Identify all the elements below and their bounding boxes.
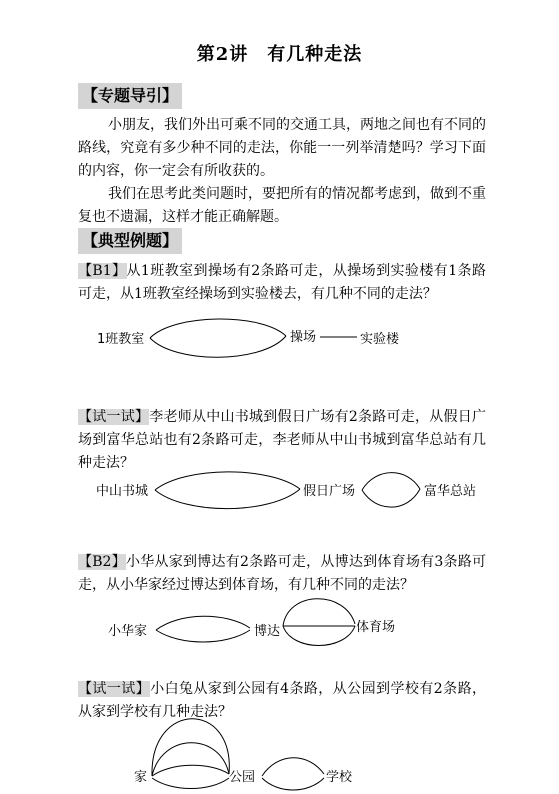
node-label: 博达: [254, 624, 281, 639]
problem-text: 从1班教室到操场有2条路可走，从操场到实验楼有1条路可走，从1班教室经操场到实验楼去，有几种不同的走法？: [78, 263, 486, 302]
section-heading-examples: 【典型例题】: [78, 228, 182, 254]
node-label: 小华家: [108, 624, 148, 639]
problem-text: 李老师从中山书城到假日广场有2条路可走，从假日广场到富华总站也有2条路可走，李老师从中山书城到富华总站有几种走法？: [78, 409, 487, 471]
route-line: [156, 616, 250, 630]
node-label: 公园: [229, 770, 256, 785]
node-label: 假日广场: [303, 484, 356, 499]
route-line: [362, 473, 420, 490]
route-diagram-try-2: [134, 719, 353, 790]
route-line: [262, 778, 324, 790]
page-title: 第2讲 有几种走法: [196, 44, 363, 65]
route-line: [156, 630, 250, 642]
route-diagram-b2: [108, 599, 395, 646]
intro-paragraph-1: 小朋友，我们外出可乘不同的交通工具，两地之间也有不同的路线，究竟有多少种不同的走法，你能一一列举清楚吗？学习下面的内容，你一定会有所收获的。: [78, 117, 486, 179]
route-line: [150, 336, 286, 357]
node-label: 家: [134, 770, 148, 785]
route-line: [152, 765, 229, 776]
node-label: 操场: [290, 330, 317, 345]
node-label: 学校: [326, 770, 353, 785]
route-line: [155, 489, 300, 509]
problem-tag: 【B2】: [78, 554, 126, 570]
problem-text: 小白兔从家到公园有4条路，从公园到学校有2条路，从家到学校有几种走法？: [78, 681, 486, 720]
problem-text: 小华从家到博达有2条路可走，从博达到体育场有3条路可走，从小华家经过博达到体育场，有几种不同的走法？: [78, 554, 486, 593]
route-line: [283, 626, 355, 646]
node-label: 体育场: [356, 620, 396, 635]
problem-tag: 【试一试】: [78, 409, 150, 425]
route-line: [150, 319, 286, 338]
route-line: [155, 472, 300, 490]
route-line: [152, 778, 229, 789]
node-label: 富华总站: [424, 484, 477, 499]
route-diagram-b1: [97, 319, 400, 357]
route-line: [262, 758, 324, 776]
route-line: [283, 599, 355, 626]
node-label: 1班教室: [97, 332, 145, 347]
section-heading-intro: 【专题导引】: [78, 83, 182, 109]
route-diagram-try-1: [96, 472, 476, 509]
problem-tag: 【试一试】: [78, 681, 151, 697]
node-label: 实验楼: [360, 332, 400, 347]
route-line: [152, 743, 229, 776]
route-line: [362, 489, 420, 507]
problem-tag: 【B1】: [78, 263, 127, 279]
route-line: [152, 719, 229, 776]
node-label: 中山书城: [96, 484, 149, 499]
intro-paragraph-2: 我们在思考此类问题时，要把所有的情况都考虑到，做到不重复也不遗漏，这样才能正确解题。: [78, 186, 486, 225]
